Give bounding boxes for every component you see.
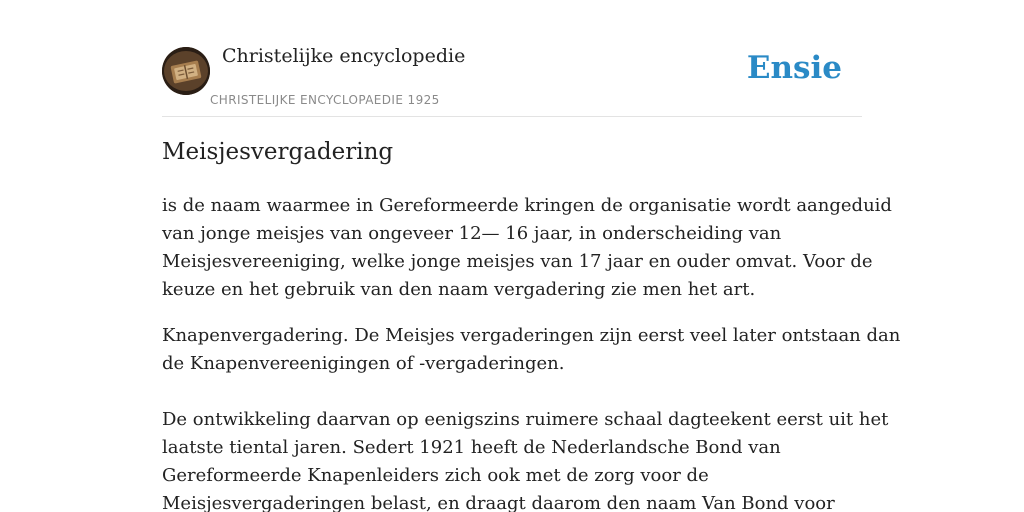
paragraph-1 [162,192,892,304]
paragraph-2 [162,322,901,378]
encyclopedia-subtitle[interactable]: CHRISTELIJKE ENCYCLOPAEDIE 1925 [210,93,440,107]
book-photo-icon [162,47,210,95]
brand-logo[interactable]: Ensie [746,50,842,86]
text-line: is de naam waarmee in Gereformeerde kringen de organisatie wordt aangeduid [162,195,892,216]
paragraph-3 [162,406,889,512]
avatar[interactable] [162,47,210,95]
text-line: Gereformeerde Knapenleiders zich ook met de zorg voor de [162,465,709,486]
text-line: Meisjesvergaderingen belast, en draagt daarom den naam Van Bond voor [162,493,835,512]
text-line: van jonge meisjes van ongeveer 12— 16 jaar, in onderscheiding van [162,223,782,244]
article-body [162,192,901,512]
text-line: Meisjesvereeniging, welke jonge meisjes van 17 jaar en ouder omvat. Voor de [162,251,873,272]
site-header [162,0,862,117]
text-line: laatste tiental jaren. Sedert 1921 heeft de Nederlandsche Bond van [162,437,781,458]
text-line: keuze en het gebruik van den naam vergadering zie men het art. [162,279,756,300]
text-line: De ontwikkeling daarvan op eenigszins ruimere schaal dagteekent eerst uit het [162,409,889,430]
site-name[interactable]: Christelijke encyclopedie [222,45,466,67]
text-line: Knapenvergadering. De Meisjes vergaderingen zijn eerst veel later ontstaan dan [162,325,901,346]
text-line: de Knapenvereenigingen of -vergaderingen. [162,353,565,374]
article-title: Meisjesvergadering [162,139,394,165]
